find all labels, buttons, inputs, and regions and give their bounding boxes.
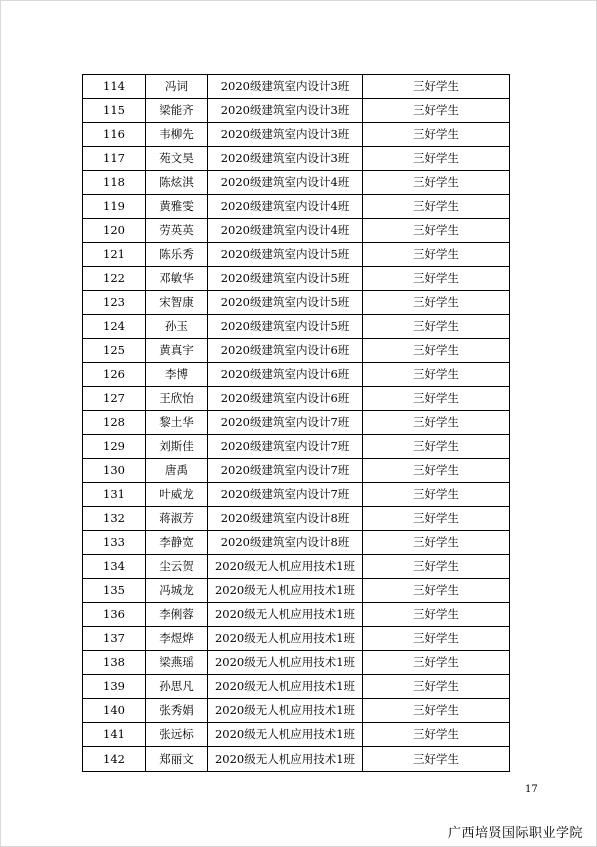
table-row [83,411,510,435]
table-row [83,459,510,483]
table-row [83,723,510,747]
table-row [83,603,510,627]
table-row [83,531,510,555]
table-row [83,267,510,291]
row-number-cell: 124 [83,315,146,339]
class-name-cell: 2020级建筑室内设计5班 [208,291,363,315]
class-name-cell: 2020级建筑室内设计4班 [208,219,363,243]
student-name-cell: 苑文昊 [146,147,208,171]
table-row [83,147,510,171]
award-cell: 三好学生 [363,723,510,747]
class-name-cell: 2020级建筑室内设计6班 [208,363,363,387]
row-number-cell: 125 [83,339,146,363]
class-name-cell: 2020级建筑室内设计4班 [208,195,363,219]
award-cell: 三好学生 [363,603,510,627]
student-name-cell: 宋智康 [146,291,208,315]
class-name-cell: 2020级建筑室内设计3班 [208,99,363,123]
row-number-cell: 136 [83,603,146,627]
table-row [83,219,510,243]
class-name-cell: 2020级无人机应用技术1班 [208,675,363,699]
row-number-cell: 127 [83,387,146,411]
student-name-cell: 孙思凡 [146,675,208,699]
student-name-cell: 刘斯佳 [146,435,208,459]
row-number-cell: 126 [83,363,146,387]
table-row [83,555,510,579]
row-number-cell: 142 [83,747,146,772]
row-number-cell: 114 [83,75,146,99]
award-cell: 三好学生 [363,435,510,459]
table-row [83,171,510,195]
class-name-cell: 2020级建筑室内设计8班 [208,507,363,531]
table-row [83,123,510,147]
award-cell: 三好学生 [363,147,510,171]
award-cell: 三好学生 [363,507,510,531]
table-row [83,699,510,723]
award-cell: 三好学生 [363,195,510,219]
class-name-cell: 2020级建筑室内设计5班 [208,267,363,291]
award-cell: 三好学生 [363,123,510,147]
row-number-cell: 137 [83,627,146,651]
class-name-cell: 2020级无人机应用技术1班 [208,579,363,603]
student-name-cell: 李静宽 [146,531,208,555]
award-cell: 三好学生 [363,411,510,435]
student-name-cell: 李煜烨 [146,627,208,651]
class-name-cell: 2020级无人机应用技术1班 [208,555,363,579]
row-number-cell: 121 [83,243,146,267]
class-name-cell: 2020级建筑室内设计6班 [208,339,363,363]
student-name-cell: 蒋淑芳 [146,507,208,531]
award-cell: 三好学生 [363,171,510,195]
table-row [83,195,510,219]
student-name-cell: 冯城龙 [146,579,208,603]
award-cell: 三好学生 [363,339,510,363]
student-name-cell: 唐禹 [146,459,208,483]
award-cell: 三好学生 [363,699,510,723]
table-row [83,387,510,411]
award-cell: 三好学生 [363,267,510,291]
table-row [83,507,510,531]
row-number-cell: 134 [83,555,146,579]
award-roster-table [82,74,510,772]
award-cell: 三好学生 [363,459,510,483]
row-number-cell: 131 [83,483,146,507]
row-number-cell: 135 [83,579,146,603]
row-number-cell: 120 [83,219,146,243]
table-row [83,243,510,267]
row-number-cell: 116 [83,123,146,147]
row-number-cell: 123 [83,291,146,315]
table-row [83,651,510,675]
class-name-cell: 2020级建筑室内设计3班 [208,75,363,99]
student-name-cell: 黄雅雯 [146,195,208,219]
student-name-cell: 李俐蓉 [146,603,208,627]
student-name-cell: 尘云贺 [146,555,208,579]
student-name-cell: 梁能齐 [146,99,208,123]
row-number-cell: 132 [83,507,146,531]
award-cell: 三好学生 [363,531,510,555]
award-cell: 三好学生 [363,555,510,579]
row-number-cell: 139 [83,675,146,699]
table-row [83,99,510,123]
student-name-cell: 冯词 [146,75,208,99]
row-number-cell: 138 [83,651,146,675]
student-name-cell: 邓敏华 [146,267,208,291]
award-cell: 三好学生 [363,651,510,675]
student-name-cell: 梁燕瑶 [146,651,208,675]
award-cell: 三好学生 [363,99,510,123]
table-row [83,363,510,387]
student-name-cell: 叶威龙 [146,483,208,507]
roster-table-body [83,75,510,772]
student-name-cell: 韦柳先 [146,123,208,147]
award-cell: 三好学生 [363,579,510,603]
row-number-cell: 122 [83,267,146,291]
class-name-cell: 2020级无人机应用技术1班 [208,699,363,723]
award-cell: 三好学生 [363,363,510,387]
row-number-cell: 118 [83,171,146,195]
award-cell: 三好学生 [363,483,510,507]
class-name-cell: 2020级无人机应用技术1班 [208,627,363,651]
student-name-cell: 王欣怡 [146,387,208,411]
award-cell: 三好学生 [363,387,510,411]
award-cell: 三好学生 [363,675,510,699]
class-name-cell: 2020级建筑室内设计7班 [208,483,363,507]
table-row [83,747,510,772]
row-number-cell: 133 [83,531,146,555]
student-name-cell: 陈炫淇 [146,171,208,195]
student-name-cell: 陈乐秀 [146,243,208,267]
class-name-cell: 2020级建筑室内设计7班 [208,435,363,459]
student-name-cell: 黎土华 [146,411,208,435]
row-number-cell: 141 [83,723,146,747]
class-name-cell: 2020级建筑室内设计8班 [208,531,363,555]
row-number-cell: 117 [83,147,146,171]
table-row [83,339,510,363]
row-number-cell: 128 [83,411,146,435]
student-name-cell: 李博 [146,363,208,387]
table-row [83,435,510,459]
class-name-cell: 2020级建筑室内设计7班 [208,459,363,483]
class-name-cell: 2020级建筑室内设计7班 [208,411,363,435]
table-row [83,291,510,315]
class-name-cell: 2020级建筑室内设计6班 [208,387,363,411]
class-name-cell: 2020级建筑室内设计5班 [208,243,363,267]
student-name-cell: 孙玉 [146,315,208,339]
award-cell: 三好学生 [363,291,510,315]
school-name: 广西培贤国际职业学院 [447,826,583,841]
student-name-cell: 劳英英 [146,219,208,243]
table-row [83,483,510,507]
class-name-cell: 2020级无人机应用技术1班 [208,603,363,627]
page-number: 17 [525,784,538,795]
table-row [83,315,510,339]
row-number-cell: 129 [83,435,146,459]
class-name-cell: 2020级无人机应用技术1班 [208,651,363,675]
award-cell: 三好学生 [363,627,510,651]
row-number-cell: 115 [83,99,146,123]
award-cell: 三好学生 [363,219,510,243]
class-name-cell: 2020级建筑室内设计3班 [208,123,363,147]
student-name-cell: 黄真宇 [146,339,208,363]
row-number-cell: 119 [83,195,146,219]
table-row [83,627,510,651]
row-number-cell: 140 [83,699,146,723]
row-number-cell: 130 [83,459,146,483]
award-cell: 三好学生 [363,75,510,99]
award-cell: 三好学生 [363,243,510,267]
class-name-cell: 2020级无人机应用技术1班 [208,747,363,772]
table-row [83,75,510,99]
class-name-cell: 2020级建筑室内设计3班 [208,147,363,171]
student-name-cell: 张远标 [146,723,208,747]
award-cell: 三好学生 [363,747,510,772]
class-name-cell: 2020级建筑室内设计4班 [208,171,363,195]
table-row [83,579,510,603]
table-row [83,675,510,699]
student-name-cell: 张秀娟 [146,699,208,723]
class-name-cell: 2020级建筑室内设计5班 [208,315,363,339]
class-name-cell: 2020级无人机应用技术1班 [208,723,363,747]
award-cell: 三好学生 [363,315,510,339]
student-name-cell: 郑丽文 [146,747,208,772]
